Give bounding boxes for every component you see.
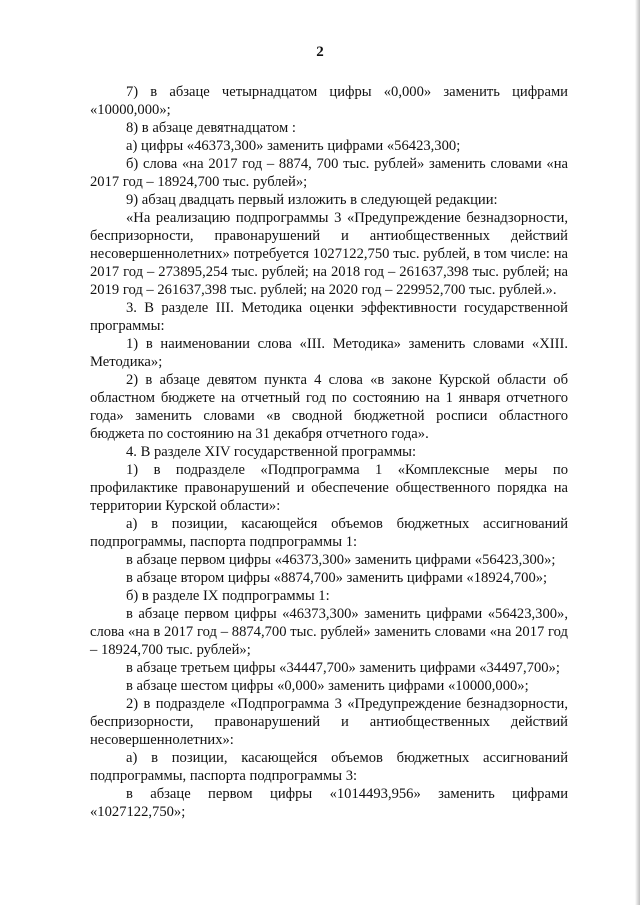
paragraph-subitem-b: б) в разделе IX подпрограммы 1: (126, 588, 330, 604)
paragraph-quote-new-wording: «На реализацию подпрограммы 3 «Предупреждение безнадзорности, беспризорности, правонарушений и антиобщественных действий несовершеннолетних» потребуется 1027122,750 тыс. рублей, в том числе: на 2017 год – 273895,254 тыс. рублей; на 2018 год – 261637,398 тыс. рублей; на 2019 год – 261637,398 тыс. рублей; на 2020 год – 229952,700 тыс. рублей.». (90, 210, 568, 298)
paragraph-line: в абзаце первом цифры «46373,300» заменить цифрами «56423,300», слова «на в 2017 год – 8874,700 тыс. рублей» заменить словами «на 2017 год – 18924,700 тыс. рублей»; (90, 606, 568, 658)
paragraph-line: в абзаце втором цифры «8874,700» заменить цифрами «18924,700»; (126, 570, 548, 586)
paragraph-subitem-a: а) в позиции, касающейся объемов бюджетных ассигнований подпрограммы, паспорта подпрограммы 1: (90, 516, 568, 550)
paragraph-subitem-a: а) в позиции, касающейся объемов бюджетных ассигнований подпрограммы, паспорта подпрограммы 3: (90, 750, 568, 784)
paragraph-item-8: 8) в абзаце девятнадцатом : (126, 120, 296, 136)
scan-edge-shadow (635, 0, 640, 905)
paragraph-subitem-a: а) цифры «46373,300» заменить цифрами «56423,300; (126, 138, 461, 154)
paragraph-item-7: 7) в абзаце четырнадцатом цифры «0,000» заменить цифрами «10000,000»; (90, 84, 568, 118)
paragraph-section-4: 4. В разделе XIV государственной программы: (126, 444, 417, 460)
page-number: 2 (316, 44, 324, 60)
paragraph-line: в абзаце первом цифры «1014493,956» заменить цифрами «1027122,750»; (90, 786, 568, 820)
paragraph-line: в абзаце первом цифры «46373,300» заменить цифрами «56423,300»; (126, 552, 556, 568)
paragraph-item-9: 9) абзац двадцать первый изложить в следующей редакции: (126, 192, 498, 208)
paragraph-section-4-item-2: 2) в подразделе «Подпрограмма 3 «Предупреждение безнадзорности, беспризорности, правонарушений и антиобщественных действий несовершеннолетних»: (90, 696, 568, 748)
paragraph-section-3-item-2: 2) в абзаце девятом пункта 4 слова «в законе Курской области об областном бюджете на отчетный год по состоянию на 1 января отчетного года» заменить словами «в сводной бюджетной росписи областного бюджета по состоянию на 31 декабря отчетного года». (90, 372, 568, 442)
document-body (90, 83, 568, 821)
paragraph-section-3: 3. В разделе III. Методика оценки эффективности государственной программы: (90, 300, 568, 334)
paragraph-section-3-item-1: 1) в наименовании слова «III. Методика» заменить словами «XIII. Методика»; (90, 336, 568, 370)
paragraph-subitem-b: б) слова «на 2017 год – 8874, 700 тыс. рублей» заменить словами «на 2017 год – 18924,700 тыс. рублей»; (90, 156, 568, 190)
paragraph-line: в абзаце шестом цифры «0,000» заменить цифрами «10000,000»; (126, 678, 529, 694)
paragraph-section-4-item-1: 1) в подразделе «Подпрограмма 1 «Комплексные меры по профилактике правонарушений и обеспечение общественного порядка на территории Курской области»: (90, 462, 568, 514)
paragraph-line: в абзаце третьем цифры «34447,700» заменить цифрами «34497,700»; (126, 660, 560, 676)
